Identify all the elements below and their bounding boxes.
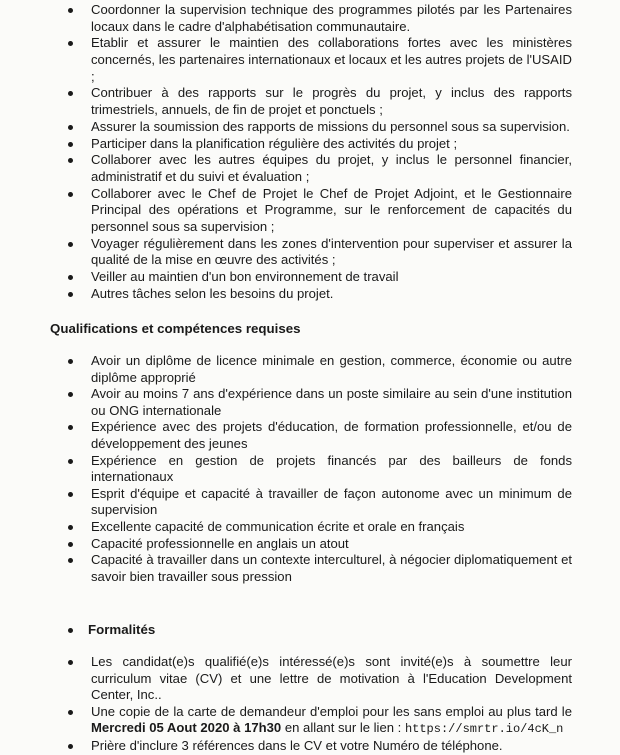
list-item: Avoir au moins 7 ans d'expérience dans un poste similaire au sein d'une institution ou ONG internationale [68, 386, 572, 419]
list-item: Collaborer avec les autres équipes du projet, y inclus le personnel financier, administratif et du suivi et évaluation ; [68, 152, 572, 185]
list-item: Expérience avec des projets d'éducation, de formation professionnelle, et/ou de développement des jeunes [68, 419, 572, 452]
list-item: Capacité à travailler dans un contexte interculturel, à négocier diplomatiquement et savoir bien travailler sous pression [68, 552, 572, 585]
list-item: Excellente capacité de communication écrite et orale en français [68, 519, 572, 536]
bullet-icon [68, 660, 73, 665]
bullet-icon [68, 275, 73, 280]
bullet-icon [68, 242, 73, 247]
qualifications-heading: Qualifications et compétences requises [50, 321, 301, 336]
qualifications-list [68, 353, 572, 585]
bullet-icon [68, 158, 73, 163]
list-item: Expérience en gestion de projets financés par des bailleurs de fonds internationaux [68, 453, 572, 486]
list-item: Etablir et assurer le maintien des collaborations fortes avec les ministères concernés, les partenaires internationaux et locaux et les autres projets de l'USAID ; [68, 35, 572, 85]
list-item: Coordonner la supervision technique des programmes pilotés par les Partenaires locaux dans le cadre d'alphabétisation communautaire. [68, 2, 572, 35]
list-item: Assurer la soumission des rapports de missions du personnel sous sa supervision. [68, 119, 572, 136]
bullet-icon [68, 192, 73, 197]
list-item: Collaborer avec le Chef de Projet le Chef de Projet Adjoint, et le Gestionnaire Principal des opérations et Programme, sur le renforcement de capacités du personnel sous sa supervision ; [68, 186, 572, 236]
list-item: Capacité professionnelle en anglais un atout [68, 536, 572, 553]
list-item: Les candidat(e)s qualifié(e)s intéressé(e)s sont invité(e)s à soumettre leur curriculum vitae (CV) et une lettre de motivation à l'Education Development Center, Inc.. [68, 654, 572, 704]
bullet-icon [68, 525, 73, 530]
bullet-icon [68, 292, 73, 297]
bullet-icon [68, 359, 73, 364]
bullet-icon [68, 142, 73, 147]
bullet-icon [68, 710, 73, 715]
list-item: Voyager régulièrement dans les zones d'intervention pour superviser et assurer la qualité de la mise en œuvre des activités ; [68, 236, 572, 269]
responsibilities-list [68, 2, 572, 303]
bullet-icon [68, 542, 73, 547]
bullet-icon [68, 492, 73, 497]
list-item: Veiller au maintien d'un bon environnement de travail [68, 269, 572, 286]
bullet-icon [68, 91, 73, 96]
list-item: Avoir un diplôme de licence minimale en gestion, commerce, économie ou autre diplôme approprié [68, 353, 572, 386]
bullet-icon [68, 41, 73, 46]
bullet-icon [68, 425, 73, 430]
list-item: Esprit d'équipe et capacité à travailler de façon autonome avec un minimum de supervision [68, 486, 572, 519]
application-link[interactable]: https://smrtr.io/4cK_n [404, 722, 564, 737]
list-item: Contribuer à des rapports sur le progrès du projet, y inclus des rapports trimestriels, annuels, de fin de projet et ponctuels ; [68, 85, 572, 118]
deadline-paragraph: Une copie de la carte de demandeur d'emploi pour les sans emploi au plus tard le Mercredi 05 Aout 2020 à 17h30 en allant sur le lien : https://smrtr.io/4cK_n [91, 703, 572, 737]
bullet-icon [68, 8, 73, 13]
bullet-icon [68, 558, 73, 563]
bullet-icon [68, 125, 73, 130]
deadline-date: Mercredi 05 Aout 2020 à 17h30 [91, 720, 282, 736]
list-item: Prière d'inclure 3 références dans le CV et votre Numéro de téléphone. [68, 738, 572, 755]
list-item: Autres tâches selon les besoins du projet. [68, 286, 572, 303]
list-item: Participer dans la planification régulière des activités du projet ; [68, 136, 572, 153]
formalites-heading: Formalités [68, 622, 155, 639]
bullet-icon [68, 459, 73, 464]
bullet-icon [68, 628, 73, 633]
formalites-list [68, 654, 572, 755]
bullet-icon [68, 392, 73, 397]
list-item [68, 704, 572, 738]
bullet-icon [68, 744, 73, 749]
